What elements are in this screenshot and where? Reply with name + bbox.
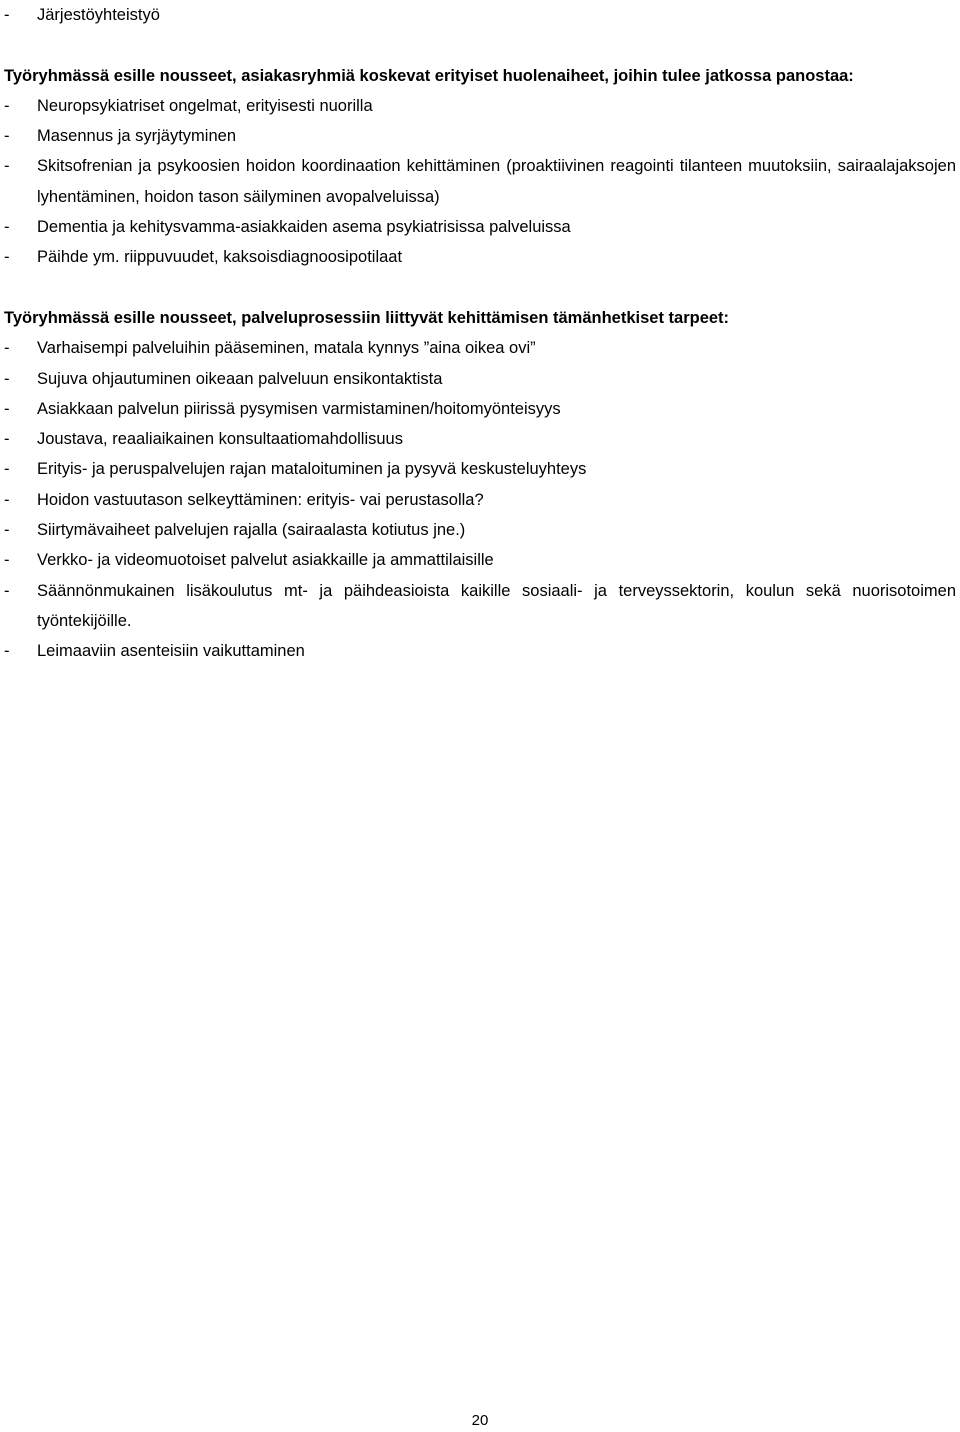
list-item <box>4 0 956 30</box>
list-item-text: Siirtymävaiheet palvelujen rajalla (sairaalasta kotiutus jne.) <box>37 521 466 540</box>
list-item-text: Erityis- ja peruspalvelujen rajan mataloituminen ja pysyvä keskusteluyhteys <box>37 460 587 479</box>
list-item-text: Joustava, reaaliaikainen konsultaatiomahdollisuus <box>37 430 403 449</box>
list-dash: - <box>4 521 10 540</box>
paragraph-gap <box>4 273 956 303</box>
list-item-text: Asiakkaan palvelun piirissä pysymisen varmistaminen/hoitomyönteisyys <box>37 399 561 418</box>
list-item <box>4 151 956 212</box>
list-dash: - <box>4 157 10 176</box>
list-dash: - <box>4 399 10 418</box>
list-item <box>4 121 956 151</box>
list-item <box>4 424 956 454</box>
list-item <box>4 485 956 515</box>
list-item-text: Säännönmukainen lisäkoulutus mt- ja päihdeasioista kaikille sosiaali- ja terveyssektorin, koulun sekä nuorisotoimen työntekijöille. <box>37 581 956 630</box>
list-item-text: Leimaaviin asenteisiin vaikuttaminen <box>37 642 305 661</box>
list-item-text: Järjestöyhteistyö <box>37 6 160 24</box>
list-item <box>4 364 956 394</box>
list-item-text: Päihde ym. riippuvuudet, kaksoisdiagnoosipotilaat <box>37 248 403 267</box>
list-dash: - <box>4 430 10 449</box>
list-item <box>4 212 956 242</box>
list-item-text: Verkko- ja videomuotoiset palvelut asiakkaille ja ammattilaisille <box>37 551 494 570</box>
section-heading-concerns: Työryhmässä esille nousseet, asiakasryhmiä koskevat erityiset huolenaiheet, joihin tulee jatkossa panostaa: <box>4 66 854 85</box>
list-item-text: Skitsofrenian ja psykoosien hoidon koordinaation kehittäminen (proaktiivinen reagointi tilanteen muutoksiin, sairaalajaksojen lyhentäminen, hoidon tason säilyminen avopalveluissa) <box>37 157 956 206</box>
list-item <box>4 333 956 363</box>
list-item <box>4 545 956 575</box>
list-item-text: Masennus ja syrjäytyminen <box>37 127 236 146</box>
list-dash: - <box>4 369 10 388</box>
list-item <box>4 454 956 484</box>
list-dash: - <box>4 551 10 570</box>
list-item-text: Neuropsykiatriset ongelmat, erityisesti nuorilla <box>37 96 373 115</box>
concerns-list <box>4 91 956 273</box>
list-dash: - <box>4 581 10 600</box>
list-dash: - <box>4 490 10 509</box>
list-item-text: Sujuva ohjautuminen oikeaan palveluun ensikontaktista <box>37 369 443 388</box>
list-dash: - <box>4 248 10 267</box>
page-number: 20 <box>471 1412 489 1429</box>
list-dash: - <box>4 127 10 146</box>
list-dash: - <box>4 339 10 358</box>
list-item <box>4 576 956 637</box>
list-item-text: Hoidon vastuutason selkeyttäminen: erityis- vai perustasolla? <box>37 490 484 509</box>
list-item <box>4 515 956 545</box>
list-dash: - <box>4 460 10 479</box>
list-dash: - <box>4 642 10 661</box>
list-dash: - <box>4 96 10 115</box>
document-body <box>4 0 956 667</box>
list-dash: - <box>4 6 10 24</box>
development-needs-list <box>4 333 956 666</box>
list-item <box>4 91 956 121</box>
list-item-text: Varhaisempi palveluihin pääseminen, matala kynnys ”aina oikea ovi” <box>37 339 536 358</box>
section-heading-development-needs: Työryhmässä esille nousseet, palveluprosessiin liittyvät kehittämisen tämänhetkiset tarpeet: <box>4 308 730 327</box>
list-item <box>4 636 956 666</box>
paragraph-gap <box>4 30 956 60</box>
list-item <box>4 394 956 424</box>
list-item-text: Dementia ja kehitysvamma-asiakkaiden asema psykiatrisissa palveluissa <box>37 218 571 237</box>
list-dash: - <box>4 218 10 237</box>
list-item <box>4 242 956 272</box>
